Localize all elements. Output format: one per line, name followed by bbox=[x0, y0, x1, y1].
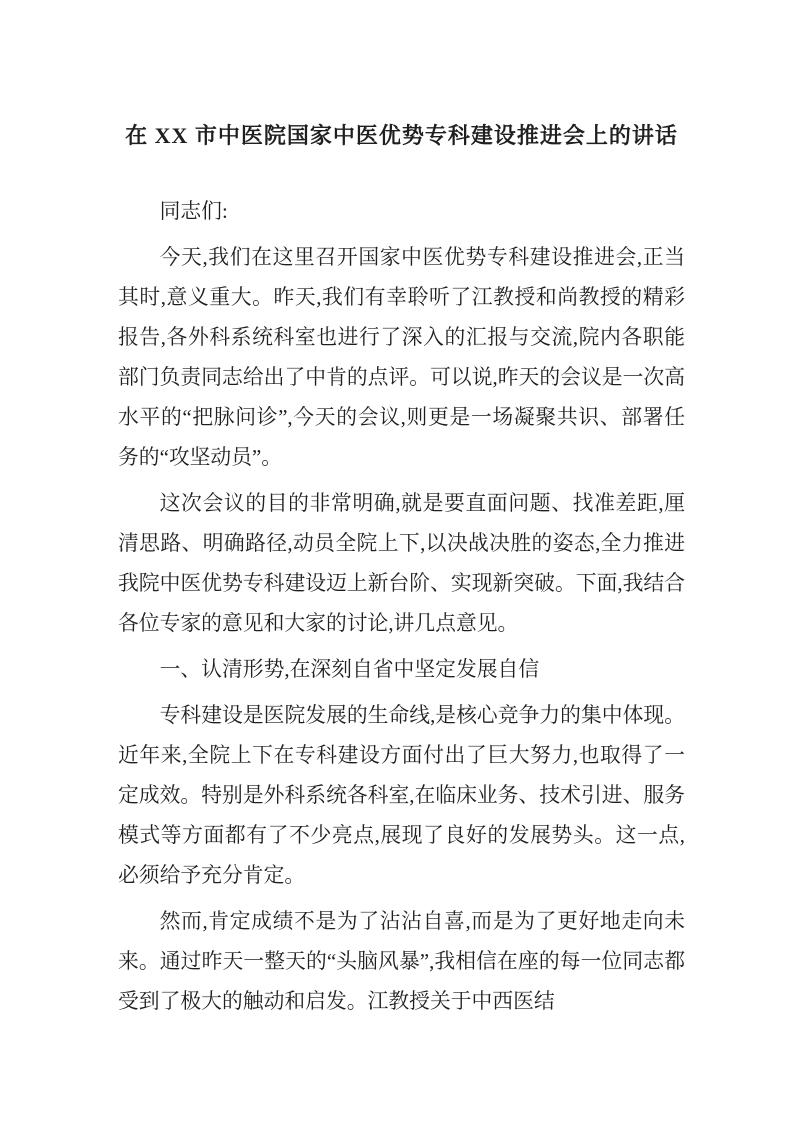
body-paragraph-1: 今天,我们在这里召开国家中医优势专科建设推进会,正当其时,意义重大。昨天,我们有幸聆听了江教授和尚教授的精彩报告,各外科系统科室也进行了深入的汇报与交流,院内各职能部门负责同志给出了中肯的点评。可以说,昨天的会议是一次高水平的“把脉问诊”,今天的会议,则更是一场凝聚共识、部署任务的“攻坚动员”。 bbox=[118, 246, 685, 469]
document-title: 在 XX 市中医院国家中医优势专科建设推进会上的讲话 bbox=[125, 123, 678, 148]
salutation-paragraph: 同志们: bbox=[159, 200, 228, 223]
section-heading-1: 一、认清形势,在深刻自省中坚定发展自信 bbox=[159, 658, 540, 681]
body-paragraph-3: 专科建设是医院发展的生命线,是核心竞争力的集中体现。近年来,全院上下在专科建设方面付出了巨大努力,也取得了一定成效。特别是外科系统各科室,在临床业务、技术引进、服务模式等方面都有了不少亮点,展现了良好的发展势头。这一点,必须给予充分肯定。 bbox=[118, 704, 685, 887]
body-paragraph-4: 然而,肯定成绩不是为了沾沾自喜,而是为了更好地走向未来。通过昨天一整天的“头脑风暴”,我相信在座的每一位同志都受到了极大的触动和启发。江教授关于中西医结 bbox=[118, 910, 685, 1013]
document-body bbox=[118, 192, 685, 1022]
body-paragraph-2: 这次会议的目的非常明确,就是要直面问题、找准差距,厘清思路、明确路径,动员全院上下,以决战决胜的姿态,全力推进我院中医优势专科建设迈上新台阶、实现新突破。下面,我结合各位专家的意见和大家的讨论,讲几点意见。 bbox=[118, 492, 685, 635]
